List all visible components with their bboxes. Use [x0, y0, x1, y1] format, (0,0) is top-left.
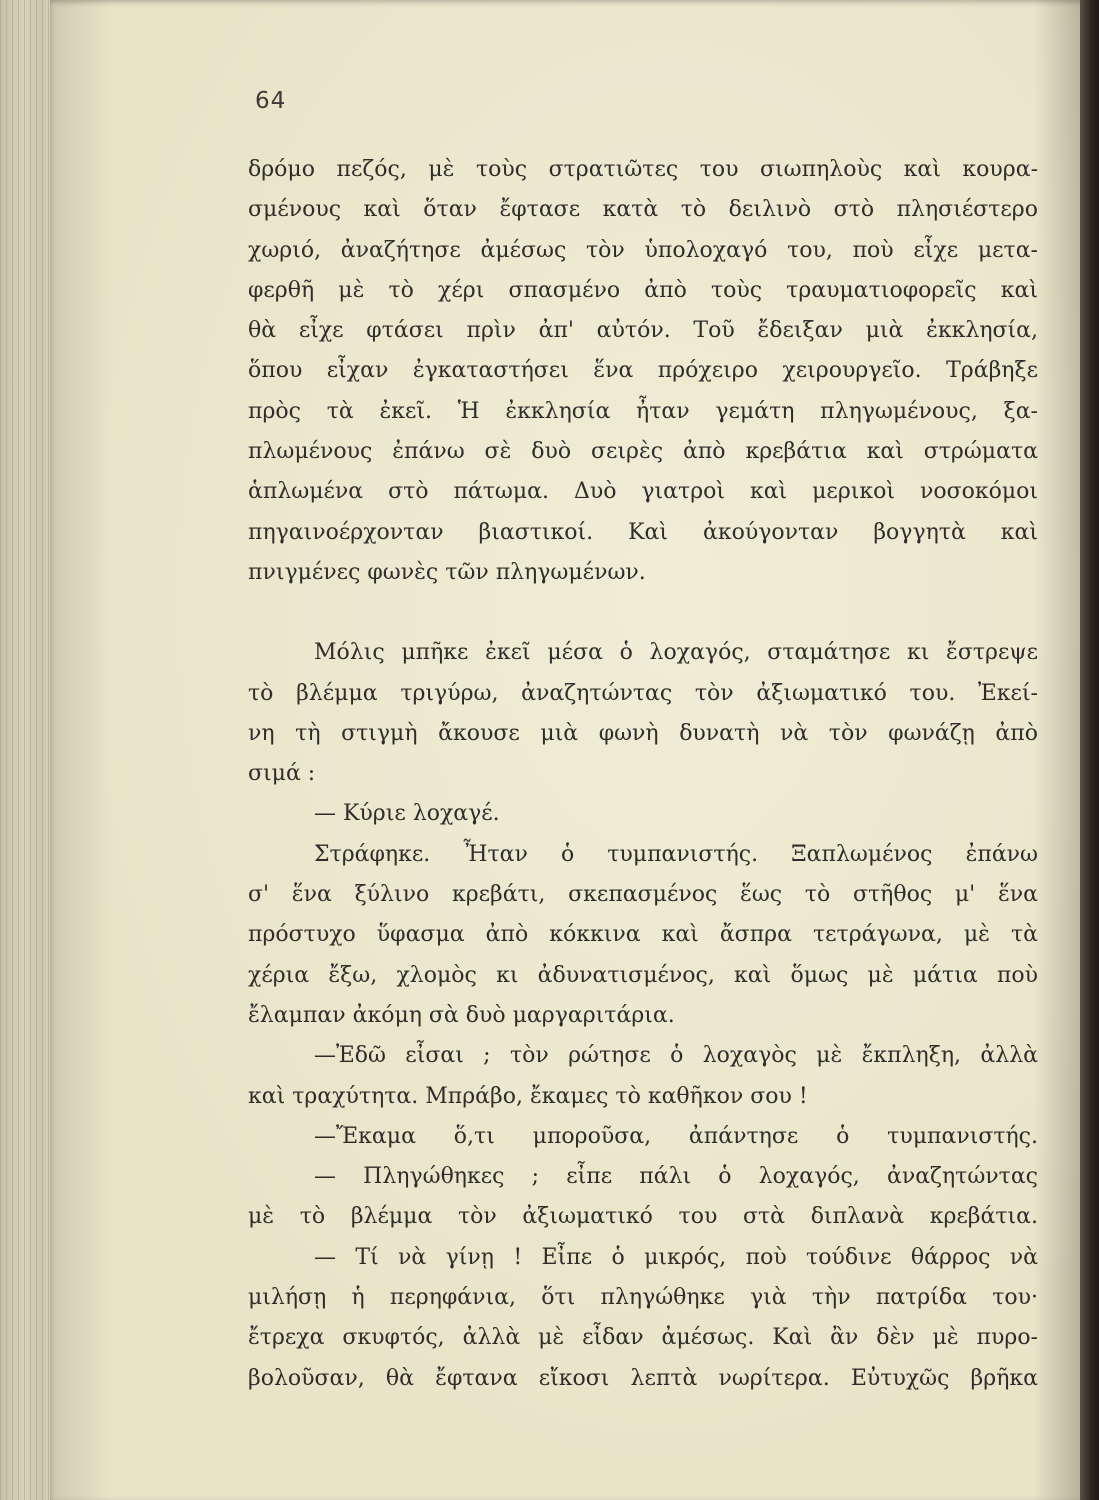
paragraph [248, 1238, 1038, 1399]
text-line: — Τί νὰ γίνῃ ! Εἶπε ὁ μικρός, ποὺ τούδινε θάρρος νὰ [314, 1244, 1038, 1270]
text-line: τὸ βλέμμα τριγύρω, ἀναζητώντας τὸν ἀξιωματικό του. Ἐκεί- [248, 680, 1038, 706]
paragraph [248, 835, 1038, 1036]
text-line: ἁπλωμένα στὸ πάτωμα. Δυὸ γιατροὶ καὶ μερικοὶ νοσοκόμοι [248, 479, 1038, 505]
page-body-text [248, 150, 1038, 1399]
text-line: πνιγμένες φωνὲς τῶν πληγωμένων. [248, 559, 646, 585]
text-line: φερθῆ μὲ τὸ χέρι σπασμένο ἀπὸ τοὺς τραυματιοφορεῖς καὶ [248, 277, 1038, 303]
paragraph [248, 633, 1038, 794]
text-line: — Πληγώθηκες ; εἶπε πάλι ὁ λοχαγός, ἀναζητώντας [314, 1164, 1038, 1190]
text-line: Στράφηκε. Ἦταν ὁ τυμπανιστής. Ξαπλωμένος ἐπάνω [314, 841, 1038, 867]
text-line: χέρια ἔξω, χλομὸς κι ἀδυνατισμένος, καὶ ὅμως μὲ μάτια ποὺ [248, 962, 1038, 988]
text-line: ἔτρεχα σκυφτός, ἀλλὰ μὲ εἶδαν ἀμέσως. Καὶ ἂν δὲν μὲ πυρο- [248, 1325, 1038, 1351]
text-line: χωριό, ἀναζήτησε ἀμέσως τὸν ὑπολοχαγό του, ποὺ εἶχε μετα- [248, 237, 1038, 263]
paragraph [248, 1036, 1038, 1117]
text-line: πρὸς τὰ ἐκεῖ. Ἡ ἐκκλησία ἦταν γεμάτη πληγωμένους, ξα- [248, 398, 1038, 424]
text-line: σιμά : [248, 761, 316, 787]
text-line: ἔλαμπαν ἀκόμη σὰ δυὸ μαργαριτάρια. [248, 1002, 675, 1028]
text-line: ὅπου εἶχαν ἐγκαταστήσει ἕνα πρόχειρο χειρουργεῖο. Τράβηξε [248, 358, 1038, 384]
text-line: βολοῦσαν, θὰ ἔφτανα εἴκοσι λεπτὰ νωρίτερα. Εὐτυχῶς βρῆκα [248, 1365, 1038, 1391]
binding-shadow [1080, 0, 1099, 1500]
paragraph [248, 150, 1038, 593]
section-gap [248, 593, 1038, 633]
text-line: μιλήσῃ ἡ περηφάνια, ὅτι πληγώθηκε γιὰ τὴν πατρίδα του· [248, 1285, 1038, 1311]
paragraph [248, 794, 1038, 834]
text-line: πρόστυχο ὕφασμα ἀπὸ κόκκινα καὶ ἄσπρα τετράγωνα, μὲ τὰ [248, 922, 1038, 948]
text-line: — Κύριε λοχαγέ. [314, 801, 500, 827]
paragraph [248, 1157, 1038, 1238]
text-line: σμένους καὶ ὅταν ἔφτασε κατὰ τὸ δειλινὸ στὸ πλησιέστερο [248, 197, 1038, 223]
page-number: 64 [255, 88, 287, 114]
text-line: —Ἔκαμα ὅ,τι μποροῦσα, ἀπάντησε ὁ τυμπανιστής. [314, 1123, 1038, 1149]
paragraph [248, 1117, 1038, 1157]
text-line: θὰ εἶχε φτάσει πρὶν ἀπ' αὐτόν. Τοῦ ἔδειξαν μιὰ ἐκκλησία, [248, 318, 1038, 344]
text-line: Μόλις μπῆκε ἐκεῖ μέσα ὁ λοχαγός, σταμάτησε κι ἔστρεψε [314, 640, 1038, 666]
text-line: πλωμένους ἐπάνω σὲ δυὸ σειρὲς ἀπὸ κρεβάτια καὶ στρώματα [248, 439, 1038, 465]
text-line: —Ἐδῶ εἶσαι ; τὸν ρώτησε ὁ λοχαγὸς μὲ ἔκπληξη, ἀλλὰ [314, 1043, 1038, 1069]
text-line: νη τὴ στιγμὴ ἄκουσε μιὰ φωνὴ δυνατὴ νὰ τὸν φωνάζῃ ἀπὸ [248, 720, 1038, 746]
text-line: μὲ τὸ βλέμμα τὸν ἀξιωματικό του στὰ διπλανὰ κρεβάτια. [248, 1204, 1038, 1230]
text-line: πηγαινοέρχονταν βιαστικοί. Καὶ ἀκούγονταν βογγητὰ καὶ [248, 519, 1038, 545]
text-line: δρόμο πεζός, μὲ τοὺς στρατιῶτες του σιωπηλοὺς καὶ κουρα- [248, 157, 1038, 182]
text-line: καὶ τραχύτητα. Μπράβο, ἔκαμες τὸ καθῆκον σου ! [248, 1083, 808, 1109]
text-line: σ' ἕνα ξύλινο κρεβάτι, σκεπασμένος ἕως τὸ στῆθος μ' ἕνα [248, 882, 1038, 908]
